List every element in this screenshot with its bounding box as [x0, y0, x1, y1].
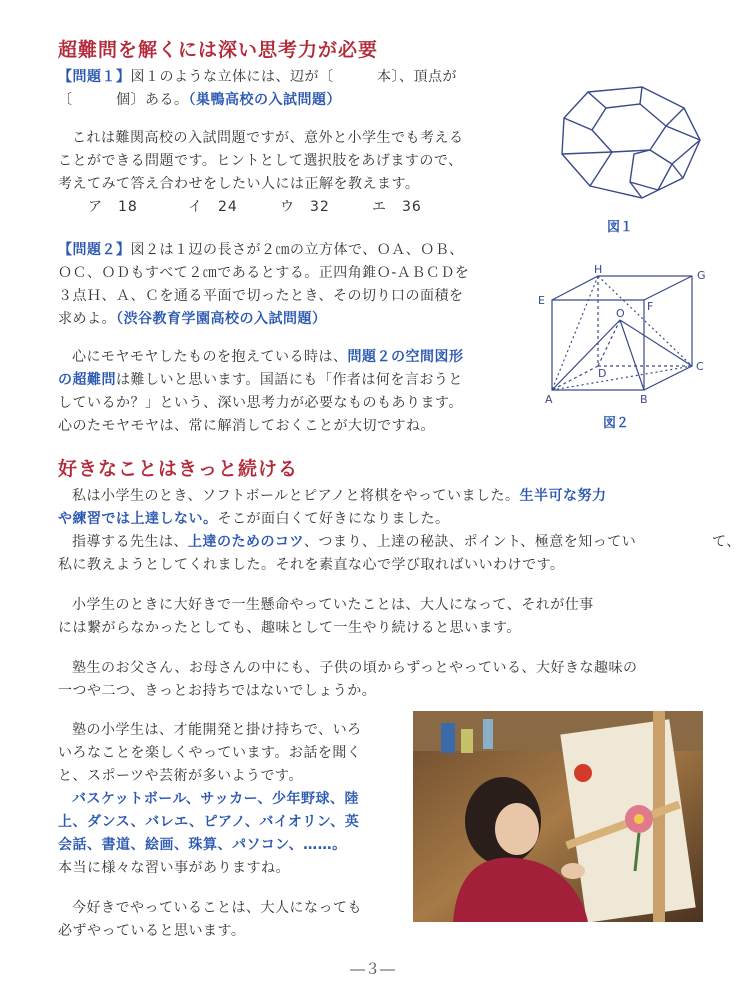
q2-line3: ３点Ｈ、Ａ、Ｃを通る平面で切ったとき、その切り口の面積を: [58, 288, 464, 304]
fig2-point-f: F: [647, 300, 654, 313]
intro-line1: これは難関高校の入試問題ですが、意外と小学生でも考える: [72, 130, 464, 146]
s1p2-text1: 心にモヤモヤしたものを抱えている時は、: [72, 349, 348, 365]
q1-label: 【問題１】: [58, 69, 131, 85]
fig2-point-c: C: [696, 360, 704, 373]
s2p2-text2: 、つまり、上達の秘訣、ポイント、極意を知ってい: [304, 534, 637, 550]
intro-line3: 考えてみて答え合わせをしたい人には正解を教えます。: [58, 176, 420, 192]
q2-source: （渋谷教育学園高校の入試問題）: [116, 311, 327, 327]
fig2-point-o: O: [616, 307, 625, 320]
q2-text1: 図２は１辺の長さが２㎝の立方体で、ＯＡ、ＯＢ、: [130, 242, 464, 258]
s2p1-emph1: 生半可な努力: [519, 488, 607, 504]
s2p6-line2: 必ずやっていると思います。: [58, 923, 246, 939]
s1p2-emph1: 問題２の空間図形: [347, 349, 464, 365]
s2p5-line3: と、スポーツや芸術が多いようです。: [58, 768, 303, 784]
s1p2-line4: 心のたモヤモヤは、常に解消しておくことが大切ですね。: [58, 418, 435, 434]
s2p6-line1: 今好きでやっていることは、大人になっても: [72, 900, 362, 916]
intro-line2: ことができる問題です。ヒントとして選択肢をあげますので、: [58, 153, 463, 169]
q2-line1: [58, 240, 464, 260]
s2p2-emph: 上達のためのコツ: [188, 534, 304, 550]
s2p2-line1-overflow: て、: [712, 534, 741, 550]
s1p2-line2: [58, 370, 463, 390]
q2-text4: 求めよ。: [58, 311, 116, 327]
fig2-point-g: G: [697, 269, 706, 282]
s1p2-emph2: の超難問: [58, 372, 116, 388]
s1p2-line3: しているか？」という、深い思考力が必要なものもあります。: [58, 395, 463, 411]
choice-a: ア 18: [88, 199, 138, 215]
q1-line1: [58, 67, 457, 87]
q1-line2: [58, 90, 341, 110]
q1-source: （巣鴨高校の入試問題）: [188, 92, 341, 108]
answer-choices: [88, 196, 422, 216]
q2-line2: ＯＣ、ＯＤもすべて２㎝であるとする。正四角錐Ｏ-ＡＢＣＤを: [58, 265, 470, 281]
s2p1-emph2: や練習では上達しない。: [58, 511, 218, 527]
q2-line4: [58, 309, 327, 329]
figure1-polyhedron: [550, 82, 710, 207]
hobby-list-line1: バスケットボール、サッカー、少年野球、陸: [72, 791, 360, 807]
choice-i: イ 24: [188, 199, 238, 215]
s2p1-line2: [58, 509, 450, 529]
hobby-list-line3: 会話、書道、絵画、珠算、パソコン、……。: [58, 837, 347, 853]
s2p3-line1: 小学生のときに大好きで一生懸命やっていたことは、大人になって、それが仕事: [72, 597, 594, 613]
s2p2-line1: [72, 532, 636, 552]
fig2-point-e: E: [538, 294, 545, 307]
choice-e: エ 36: [372, 199, 422, 215]
hobby-list-line2: 上、ダンス、バレエ、ピアノ、バイオリン、英: [58, 814, 360, 830]
s2p2-text1: 指導する先生は、: [72, 534, 188, 550]
s2p1-line1: [72, 486, 607, 506]
q1-text2: 〔 個〕ある。: [58, 92, 189, 108]
q2-label: 【問題２】: [58, 242, 131, 258]
fig2-point-h: H: [594, 263, 603, 276]
fig2-point-b: B: [640, 393, 648, 406]
s2p5-line1: 塾の小学生は、才能開発と掛け持ちで、いろ: [72, 722, 362, 738]
q1-text1: 図１のような立体には、辺が〔 本〕、頂点が: [130, 69, 457, 85]
s2p4-line1: 塾生のお父さん、お母さんの中にも、子供の頃からずっとやっている、大好きな趣味の: [72, 660, 638, 676]
s2p3-line2: には繋がらなかったとしても、趣味として一生やり続けると思います。: [58, 620, 521, 636]
figure1-label: 図１: [607, 220, 634, 235]
s2p5-line2: いろなことを楽しくやっています。お話を聞く: [58, 745, 362, 761]
figure2-label: 図２: [603, 416, 630, 431]
section2-title: 好きなことはきっと続ける: [58, 458, 299, 480]
s1p2-text2: は難しいと思います。国語にも「作者は何を言おうと: [116, 372, 463, 388]
s2p1-text1: 私は小学生のとき、ソフトボールとピアノと将棋をやっていました。: [72, 488, 520, 504]
s2p4-line2: 一つや二つ、きっとお持ちではないでしょうか。: [58, 683, 377, 699]
hobby-list-end: 本当に様々な習い事がありますね。: [58, 860, 290, 876]
section1-title: 超難問を解くには深い思考力が必要: [58, 39, 379, 61]
s2p1-text2: そこが面白くて好きになりました。: [217, 511, 450, 527]
painting-child-photo: [413, 711, 703, 922]
page-number: ―３―: [350, 960, 396, 978]
s1p2-line1: [72, 347, 464, 367]
fig2-point-d: D: [598, 367, 607, 380]
s2p2-line2: 私に教えようとしてくれました。それを素直な心で学び取ればいいわけです。: [58, 557, 565, 573]
figure2-cube-pyramid: [532, 262, 732, 407]
fig2-point-a: A: [545, 393, 553, 406]
choice-u: ウ 32: [280, 199, 330, 215]
